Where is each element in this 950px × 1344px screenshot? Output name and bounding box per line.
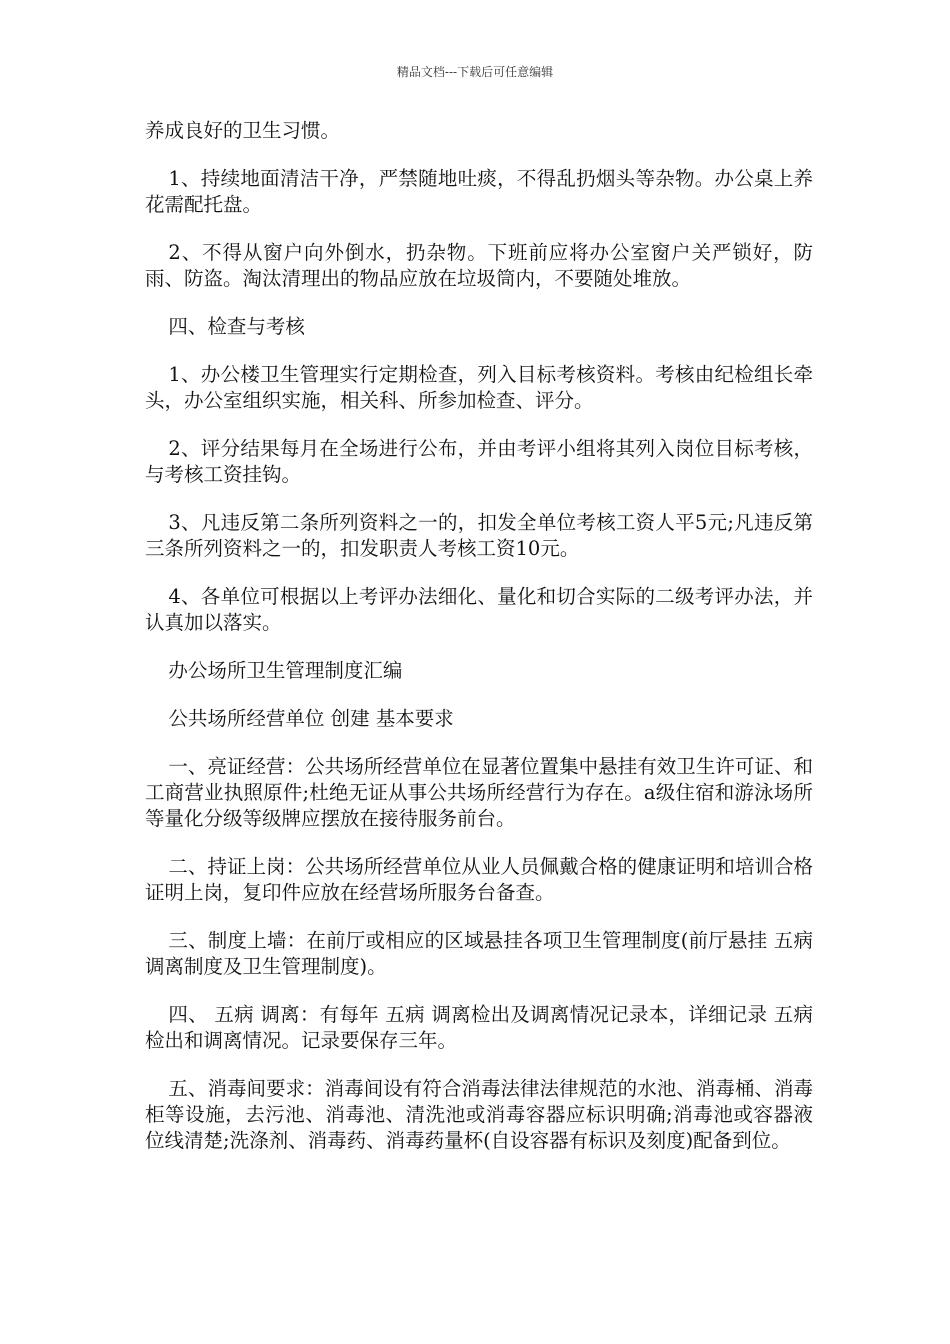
paragraph: 二、持证上岗：公共场所经营单位从业人员佩戴合格的健康证明和培训合格证明上岗，复印件应放在经营场所服务台备查。	[145, 855, 813, 904]
document-title: 办公场所卫生管理制度汇编	[168, 659, 403, 682]
paragraph: 五、消毒间要求：消毒间设有符合消毒法律法律规范的水池、消毒桶、消毒柜等设施，去污池、消毒池、清洗池或消毒容器应标识明确;消毒池或容器液位线清楚;洗涤剂、消毒药、消毒药量杯(自设容器有标识及刻度)配备到位。	[145, 1077, 813, 1152]
paragraph: 1、办公楼卫生管理实行定期检查，列入目标考核资料。考核由纪检组长牵头，办公室组织实施，相关科、所参加检查、评分。	[145, 363, 813, 412]
paragraph: 4、各单位可根据以上考评办法细化、量化和切合实际的二级考评办法，并认真加以落实。	[145, 585, 813, 634]
paragraph: 三、制度上墙：在前厅或相应的区域悬挂各项卫生管理制度(前厅悬挂 五病 调离制度及卫生管理制度)。	[145, 929, 813, 978]
page-header: 精品文档---下载后可任意编辑	[396, 65, 554, 79]
paragraph: 1、持续地面清洁干净，严禁随地吐痰，不得乱扔烟头等杂物。办公桌上养花需配托盘。	[145, 167, 813, 216]
paragraph: 2、不得从窗户向外倒水，扔杂物。下班前应将办公室窗户关严锁好，防雨、防盗。淘汰清理出的物品应放在垃圾筒内，不要随处堆放。	[145, 241, 813, 290]
section-heading: 公共场所经营单位 创建 基本要求	[168, 707, 454, 730]
paragraph: 养成良好的卫生习惯。	[145, 119, 341, 142]
paragraph: 四、 五病 调离：有每年 五病 调离检出及调离情况记录本，详细记录 五病 检出和调离情况。记录要保存三年。	[145, 1003, 813, 1052]
paragraph: 3、凡违反第二条所列资料之一的，扣发全单位考核工资人平5元;凡违反第三条所列资料之一的，扣发职责人考核工资10元。	[145, 511, 813, 560]
document-body	[145, 118, 813, 1176]
section-heading: 四、检查与考核	[168, 315, 305, 338]
paragraph: 2、评分结果每月在全场进行公布，并由考评小组将其列入岗位目标考核，与考核工资挂钩。	[145, 437, 813, 486]
paragraph: 一、亮证经营：公共场所经营单位在显著位置集中悬挂有效卫生许可证、和工商营业执照原件;杜绝无证从事公共场所经营行为存在。a级住宿和游泳场所等量化分级等级牌应摆放在接待服务前台。	[145, 755, 813, 830]
